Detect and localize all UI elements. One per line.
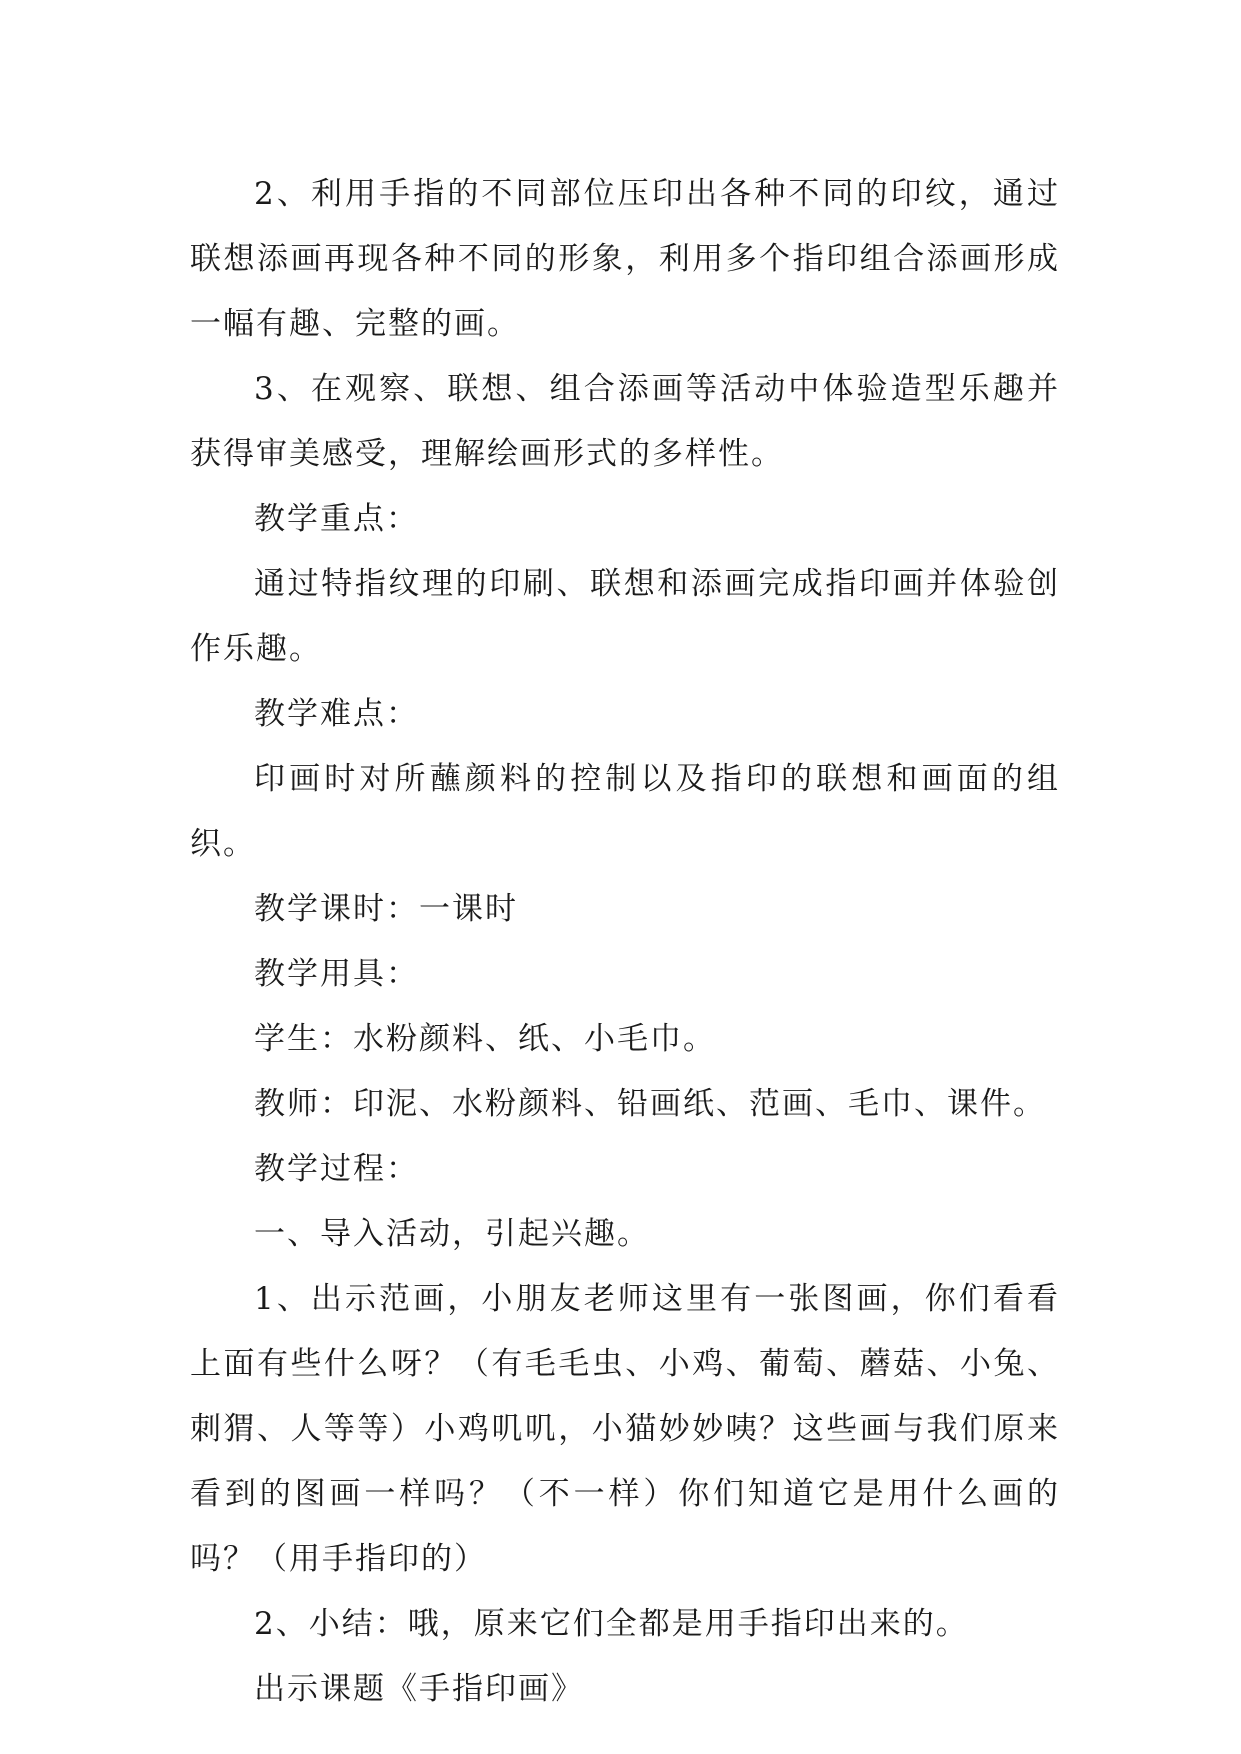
paragraph-objective-3: 3、在观察、联想、组合添画等活动中体验造型乐趣并获得审美感受，理解绘画形式的多样性。 (190, 371, 1060, 472)
paragraph-teacher-materials: 教师：印泥、水粉颜料、铅画纸、范画、毛巾、课件。 (254, 1086, 1046, 1122)
heading-difficulties: 教学难点： (254, 696, 419, 732)
paragraph-difficulties: 印画时对所蘸颜料的控制以及指印的联想和画面的组织。 (190, 761, 1060, 862)
paragraph-intro-activity: 一、导入活动，引起兴趣。 (254, 1216, 650, 1252)
heading-key-points: 教学重点： (254, 501, 419, 537)
paragraph-objective-2: 2、利用手指的不同部位压印出各种不同的印纹，通过联想添画再现各种不同的形象，利用多个指印组合添画形成一幅有趣、完整的画。 (190, 176, 1060, 342)
document-body (190, 162, 1060, 1722)
paragraph-student-materials: 学生：水粉颜料、纸、小毛巾。 (254, 1021, 716, 1057)
paragraph-lesson-title: 出示课题《手指印画》 (254, 1671, 584, 1707)
heading-process: 教学过程： (254, 1151, 419, 1187)
paragraph-key-points: 通过特指纹理的印刷、联想和添画完成指印画并体验创作乐趣。 (190, 566, 1060, 667)
paragraph-class-hours: 教学课时：一课时 (254, 891, 518, 927)
paragraph-step-2: 2、小结：哦，原来它们全都是用手指印出来的。 (254, 1606, 969, 1642)
paragraph-step-1: 1、出示范画，小朋友老师这里有一张图画，你们看看上面有些什么呀？（有毛毛虫、小鸡、葡萄、蘑菇、小兔、刺猬、人等等）小鸡叽叽，小猫妙妙咦？这些画与我们原来看到的图画一样吗？（不一样）你们知道它是用什么画的吗？（用手指印的） (190, 1281, 1060, 1577)
heading-materials: 教学用具： (254, 956, 419, 992)
